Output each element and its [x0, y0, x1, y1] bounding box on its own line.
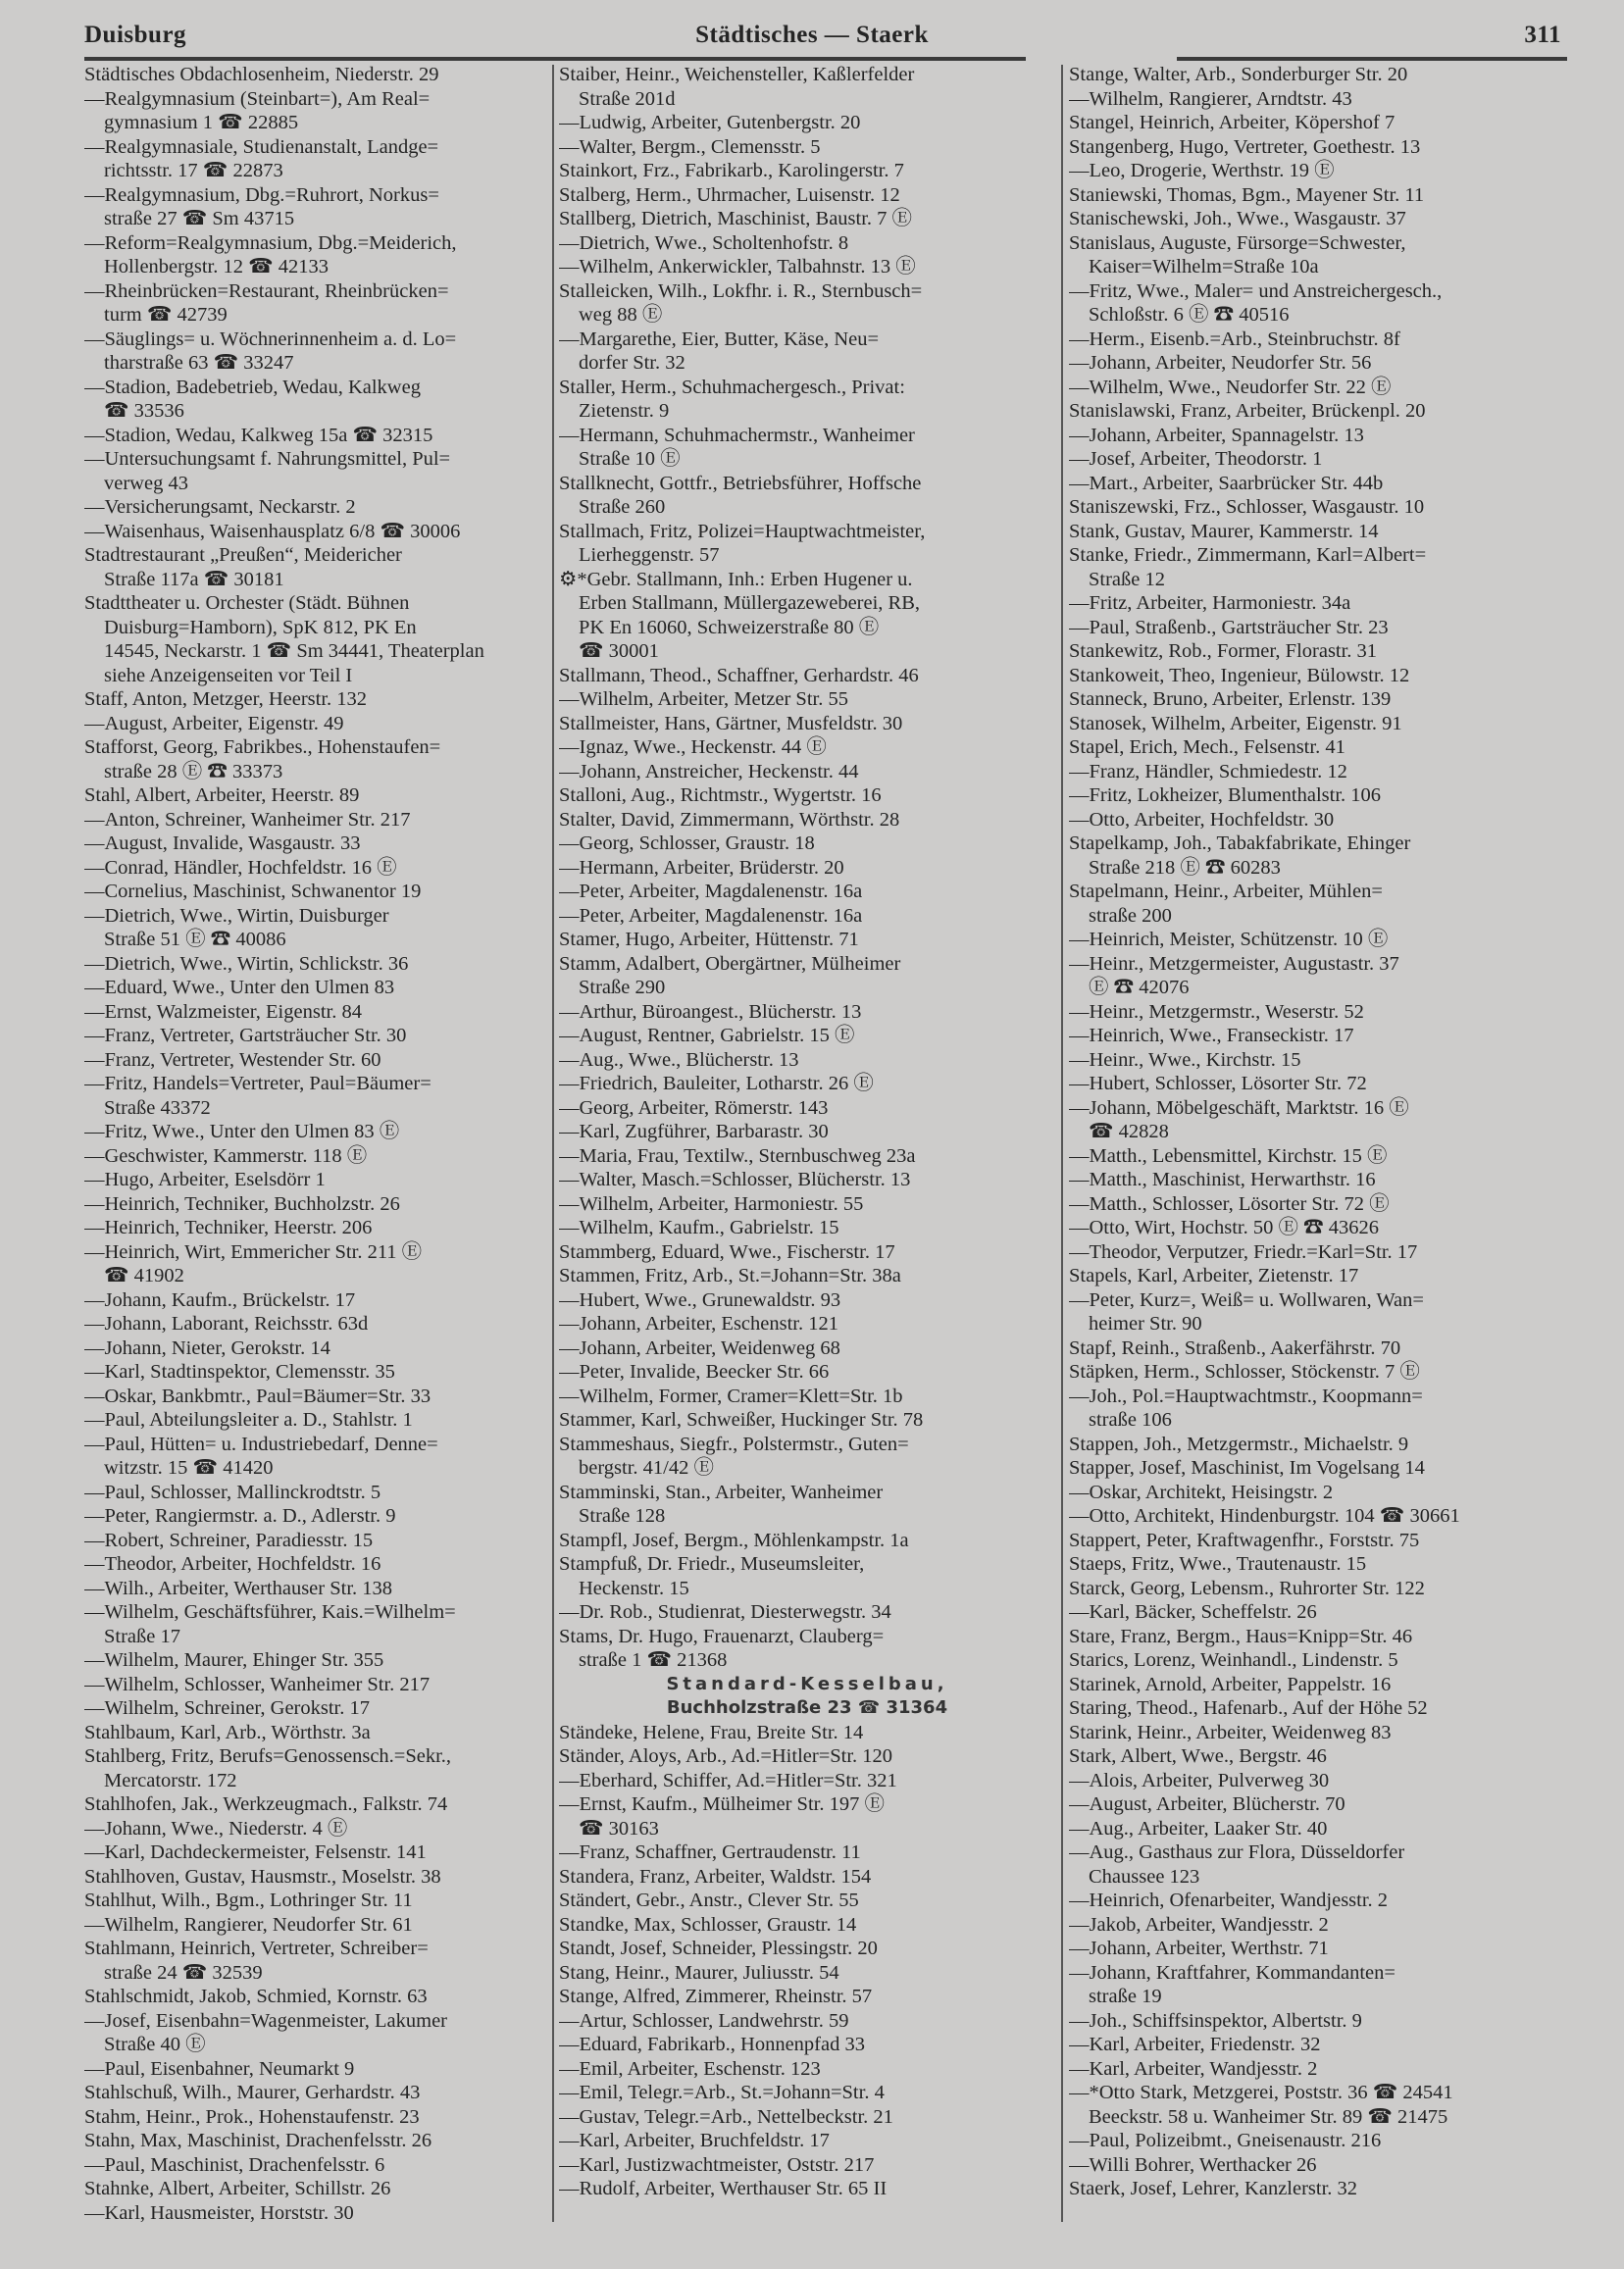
directory-entry: —Ernst, Kaufm., Mülheimer Str. 197 Ⓔ — [559, 1793, 885, 1815]
entry-continuation: Duisburg=Hamborn), SpK 812, PK En — [104, 616, 417, 638]
entry-continuation: dorfer Str. 32 — [579, 352, 685, 374]
entry-continuation: straße 1 ☎ 21368 — [579, 1649, 728, 1671]
entry-continuation: ☎ 30001 — [579, 640, 659, 662]
running-head-city: Duisburg — [84, 22, 187, 48]
entry-continuation: Straße 290 — [579, 977, 666, 998]
directory-column-3 — [1069, 63, 1567, 2201]
directory-entry: —Margarethe, Eier, Butter, Käse, Neu= — [559, 328, 880, 350]
directory-entry: Staerk, Josef, Lehrer, Kanzlerstr. 32 — [1069, 2178, 1358, 2199]
directory-entry: Stahlhofen, Jak., Werkzeugmach., Falkstr. 74 — [84, 1793, 448, 1815]
directory-entry: Ständeke, Helene, Frau, Breite Str. 14 — [559, 1721, 864, 1743]
directory-entry: Stalleicken, Wilh., Lokfhr. i. R., Sternbusch= — [559, 279, 923, 302]
directory-entry: Stalloni, Aug., Richtmstr., Wygertstr. 16 — [559, 784, 882, 806]
directory-entry: Stanneck, Bruno, Arbeiter, Erlenstr. 139 — [1069, 688, 1392, 710]
entry-continuation: Mercatorstr. 172 — [104, 1769, 237, 1791]
directory-entry: —Wilhelm, Rangierer, Neudorfer Str. 61 — [84, 1913, 413, 1936]
directory-entry: —Emil, Telegr.=Arb., St.=Johann=Str. 4 — [559, 2082, 885, 2103]
directory-entry: —Wilhelm, Former, Cramer=Klett=Str. 1b — [559, 1385, 903, 1407]
directory-entry: —Heinrich, Wwe., Franseckistr. 17 — [1069, 1025, 1354, 1046]
directory-entry: Stank, Gustav, Maurer, Kammerstr. 14 — [1069, 520, 1379, 542]
directory-entry: —Ludwig, Arbeiter, Gutenbergstr. 20 — [559, 112, 861, 133]
directory-entry: —*Otto Stark, Metzgerei, Poststr. 36 ☎ 24541 — [1069, 2082, 1453, 2103]
directory-entry: —Hermann, Arbeiter, Brüderstr. 20 — [559, 856, 844, 879]
directory-entry: Stanislawski, Franz, Arbeiter, Brückenpl. 20 — [1069, 400, 1426, 422]
directory-entry: Stahlhut, Wilh., Bgm., Lothringer Str. 11 — [84, 1890, 413, 1911]
directory-entry: —Paul, Hütten= u. Industriebedarf, Denne= — [84, 1433, 438, 1455]
directory-entry: Stallknecht, Gottfr., Betriebsführer, Hoffsche — [559, 472, 922, 494]
directory-entry: ⚙*Gebr. Stallmann, Inh.: Erben Hugener u. — [559, 568, 913, 590]
directory-entry: Stahm, Heinr., Prok., Hohenstaufenstr. 23 — [84, 2105, 420, 2128]
directory-entry: —Hubert, Wwe., Grunewaldstr. 93 — [559, 1288, 841, 1311]
directory-entry: —Peter, Arbeiter, Magdalenenstr. 16a — [559, 904, 863, 927]
directory-entry: —Wilhelm, Kaufm., Gabrielstr. 15 — [559, 1217, 839, 1238]
directory-entry: Stamer, Hugo, Arbeiter, Hüttenstr. 71 — [559, 929, 859, 950]
directory-entry: Stahlbaum, Karl, Arb., Wörthstr. 3a — [84, 1721, 371, 1743]
directory-entry: —Karl, Dachdeckermeister, Felsenstr. 141 — [84, 1841, 427, 1863]
directory-entry: —Untersuchungsamt f. Nahrungsmittel, Pul= — [84, 448, 451, 470]
entry-continuation: Straße 10 Ⓔ — [579, 448, 681, 470]
entry-continuation: straße 200 — [1089, 904, 1172, 927]
directory-entry: —Eduard, Wwe., Unter den Ulmen 83 — [84, 977, 395, 998]
directory-entry: Stadtrestaurant „Preußen“, Meidericher — [84, 544, 402, 566]
directory-entry: —Walter, Bergm., Clemensstr. 5 — [559, 135, 821, 158]
directory-entry: Stadttheater u. Orchester (Städt. Bühnen — [84, 592, 410, 614]
directory-entry: —Franz, Vertreter, Westender Str. 60 — [84, 1048, 381, 1071]
entry-continuation: Beeckstr. 58 u. Wanheimer Str. 89 ☎ 21475 — [1089, 2105, 1448, 2128]
directory-entry: —Fritz, Lokheizer, Blumenthalstr. 106 — [1069, 784, 1382, 806]
directory-entry: Stamminski, Stan., Arbeiter, Wanheimer — [559, 1481, 884, 1503]
directory-entry: —Paul, Straßenb., Gartsträucher Str. 23 — [1069, 616, 1389, 638]
entry-continuation: straße 27 ☎ Sm 43715 — [104, 208, 295, 229]
directory-entry: —Johann, Arbeiter, Weidenweg 68 — [559, 1336, 840, 1359]
directory-entry: —Ernst, Walzmeister, Eigenstr. 84 — [84, 1000, 362, 1023]
entry-continuation: witzstr. 15 ☎ 41420 — [104, 1457, 274, 1479]
directory-entry: Stangel, Heinrich, Arbeiter, Köpershof 7 — [1069, 112, 1396, 133]
directory-entry: —Realgymnasium, Dbg.=Ruhrort, Norkus= — [84, 183, 439, 206]
column-divider — [552, 65, 554, 2222]
directory-entry: Stappen, Joh., Metzgermstr., Michaelstr. 9 — [1069, 1433, 1409, 1455]
directory-entry: Stapels, Karl, Arbeiter, Zietenstr. 17 — [1069, 1265, 1359, 1286]
directory-entry: Stams, Dr. Hugo, Frauenarzt, Clauberg= — [559, 1625, 885, 1647]
directory-entry: —Stadion, Wedau, Kalkweg 15a ☎ 32315 — [84, 424, 433, 446]
directory-entry: —Peter, Rangiermstr. a. D., Adlerstr. 9 — [84, 1505, 396, 1527]
directory-entry: —Gustav, Telegr.=Arb., Nettelbeckstr. 21 — [559, 2105, 893, 2128]
directory-entry: —Johann, Möbelgeschäft, Marktstr. 16 Ⓔ — [1069, 1096, 1409, 1119]
directory-entry: —Johann, Laborant, Reichsstr. 63d — [84, 1313, 369, 1335]
directory-entry: Staiber, Heinr., Weichensteller, Kaßlerfelder — [559, 64, 915, 85]
directory-entry: —Maria, Frau, Textilw., Sternbuschweg 23a — [559, 1144, 916, 1167]
directory-entry: —Hermann, Schuhmachermstr., Wanheimer — [559, 424, 915, 446]
directory-entry: Stallberg, Dietrich, Maschinist, Baustr. 7 Ⓔ — [559, 208, 913, 229]
directory-entry: —Karl, Justizwachtmeister, Oststr. 217 — [559, 2153, 875, 2176]
directory-entry: Standt, Josef, Schneider, Plessingstr. 20 — [559, 1938, 878, 1959]
directory-entry: Starink, Heinr., Arbeiter, Weidenweg 83 — [1069, 1721, 1392, 1743]
directory-entry: —Johann, Nieter, Gerokstr. 14 — [84, 1336, 330, 1359]
directory-entry: —Wilhelm, Schlosser, Wanheimer Str. 217 — [84, 1673, 431, 1695]
advertisement-line: Standard-Kesselbau, — [666, 1673, 948, 1694]
directory-entry: —Realgymnasium (Steinbart=), Am Real= — [84, 87, 431, 110]
directory-entry: Stahl, Albert, Arbeiter, Heerstr. 89 — [84, 784, 360, 806]
entry-continuation: Heckenstr. 15 — [579, 1577, 689, 1599]
directory-entry: —August, Rentner, Gabrielstr. 15 Ⓔ — [559, 1025, 855, 1046]
directory-entry: —Theodor, Arbeiter, Hochfeldstr. 16 — [84, 1553, 381, 1575]
directory-entry: Stangenberg, Hugo, Vertreter, Goethestr. 13 — [1069, 135, 1421, 158]
directory-entry: —Artur, Schlosser, Landwehrstr. 59 — [559, 2009, 849, 2032]
directory-entry: Stanislaus, Auguste, Fürsorge=Schwester, — [1069, 231, 1406, 254]
directory-entry: —Theodor, Verputzer, Friedr.=Karl=Str. 17 — [1069, 1240, 1418, 1263]
directory-entry: Stallmeister, Hans, Gärtner, Musfeldstr. 30 — [559, 712, 903, 734]
directory-entry: —Oskar, Bankbmtr., Paul=Bäumer=Str. 33 — [84, 1385, 431, 1407]
directory-entry: —Peter, Arbeiter, Magdalenenstr. 16a — [559, 881, 863, 902]
directory-entry: Stammer, Karl, Schweißer, Huckinger Str. 78 — [559, 1409, 924, 1431]
entry-continuation: verweg 43 — [104, 472, 188, 494]
directory-entry: —Rheinbrücken=Restaurant, Rheinbrücken= — [84, 279, 449, 302]
directory-entry: —Otto, Architekt, Hindenburgstr. 104 ☎ 30661 — [1069, 1505, 1460, 1527]
directory-entry: —Eberhard, Schiffer, Ad.=Hitler=Str. 321 — [559, 1769, 897, 1791]
page-number: 311 — [1524, 22, 1561, 48]
directory-entry: —Johann, Kraftfahrer, Kommandanten= — [1069, 1961, 1396, 1984]
directory-entry: Standke, Max, Schlosser, Graustr. 14 — [559, 1913, 857, 1936]
directory-entry: Stallmann, Theod., Schaffner, Gerhardstr. 46 — [559, 664, 919, 686]
directory-entry: —Wilhelm, Ankerwickler, Talbahnstr. 13 Ⓔ — [559, 256, 916, 277]
directory-entry: —Reform=Realgymnasium, Dbg.=Meiderich, — [84, 231, 457, 254]
entry-continuation: 14545, Neckarstr. 1 ☎ Sm 34441, Theaterplan — [104, 640, 484, 662]
directory-entry: Stainkort, Frz., Fabrikarb., Karolingerstr. 7 — [559, 160, 904, 181]
directory-entry: —Karl, Bäcker, Scheffelstr. 26 — [1069, 1601, 1317, 1623]
directory-entry: —Georg, Schlosser, Graustr. 18 — [559, 832, 815, 854]
directory-entry: —Dietrich, Wwe., Wirtin, Schlickstr. 36 — [84, 952, 409, 975]
directory-entry: Ständert, Gebr., Anstr., Clever Str. 55 — [559, 1890, 859, 1911]
directory-entry: —Johann, Wwe., Niederstr. 4 Ⓔ — [84, 1817, 348, 1840]
directory-entry: —Johann, Arbeiter, Eschenstr. 121 — [559, 1313, 838, 1335]
directory-entry: Stare, Franz, Bergm., Haus=Knipp=Str. 46 — [1069, 1625, 1413, 1647]
entry-continuation: ☎ 41902 — [104, 1265, 184, 1286]
directory-entry: —Versicherungsamt, Neckarstr. 2 — [84, 496, 356, 518]
entry-continuation: ☎ 30163 — [579, 1817, 659, 1840]
directory-entry: Stankewitz, Rob., Former, Florastr. 31 — [1069, 640, 1378, 662]
directory-entry: Staring, Theod., Hafenarb., Auf der Höhe 52 — [1069, 1697, 1428, 1719]
directory-entry: —August, Arbeiter, Blücherstr. 70 — [1069, 1793, 1345, 1815]
entry-continuation: Lierheggenstr. 57 — [579, 544, 720, 566]
directory-entry: —Karl, Arbeiter, Bruchfeldstr. 17 — [559, 2130, 830, 2151]
directory-entry: —Matth., Lebensmittel, Kirchstr. 15 Ⓔ — [1069, 1144, 1388, 1167]
directory-entry: —Josef, Arbeiter, Theodorstr. 1 — [1069, 448, 1323, 470]
directory-entry: Stamm, Adalbert, Obergärtner, Mülheimer — [559, 952, 901, 975]
entry-continuation: siehe Anzeigenseiten vor Teil I — [104, 664, 353, 686]
directory-entry: —Anton, Schreiner, Wanheimer Str. 217 — [84, 808, 411, 831]
directory-entry: Stalberg, Herm., Uhrmacher, Luisenstr. 12 — [559, 183, 900, 206]
directory-entry: Stanosek, Wilhelm, Arbeiter, Eigenstr. 91 — [1069, 712, 1402, 734]
directory-entry: Stark, Albert, Wwe., Bergstr. 46 — [1069, 1745, 1327, 1767]
directory-entry: Stahnke, Albert, Arbeiter, Schillstr. 26 — [84, 2178, 391, 2199]
entry-continuation: straße 28 Ⓔ ☎ 33373 — [104, 760, 283, 782]
directory-entry: —Heinrich, Ofenarbeiter, Wandjesstr. 2 — [1069, 1890, 1389, 1911]
running-head-range: Städtisches — Staerk — [695, 22, 929, 48]
directory-entry: Stäpken, Herm., Schlosser, Stöckenstr. 7 Ⓔ — [1069, 1361, 1420, 1383]
entry-continuation: Schloßstr. 6 Ⓔ ☎ 40516 — [1089, 304, 1290, 326]
entry-continuation: bergstr. 41/42 Ⓔ — [579, 1457, 714, 1479]
directory-entry: —Otto, Arbeiter, Hochfeldstr. 30 — [1069, 808, 1335, 831]
directory-entry: —Rudolf, Arbeiter, Werthauser Str. 65 II — [559, 2178, 888, 2199]
directory-entry: Stang, Heinr., Maurer, Juliusstr. 54 — [559, 1961, 839, 1984]
entry-continuation: Erben Stallmann, Müllergazeweberei, RB, — [579, 592, 921, 614]
directory-entry: Ständer, Aloys, Arb., Ad.=Hitler=Str. 120 — [559, 1745, 893, 1767]
directory-entry: Staniewski, Thomas, Bgm., Mayener Str. 11 — [1069, 183, 1425, 206]
directory-entry: —Realgymnasiale, Studienanstalt, Landge= — [84, 135, 439, 158]
entry-continuation: Ⓔ ☎ 42076 — [1089, 977, 1190, 998]
directory-entry: —Johann, Anstreicher, Heckenstr. 44 — [559, 760, 859, 782]
directory-entry: —Säuglings= u. Wöchnerinnenheim a. d. Lo= — [84, 328, 457, 350]
directory-entry: Stapel, Erich, Mech., Felsenstr. 41 — [1069, 736, 1345, 758]
entry-continuation: Straße 43372 — [104, 1096, 211, 1119]
directory-entry: Starinek, Arnold, Arbeiter, Pappelstr. 16 — [1069, 1673, 1392, 1695]
directory-entry: Stapelkamp, Joh., Tabakfabrikate, Ehinger — [1069, 832, 1411, 854]
entry-continuation: gymnasium 1 ☎ 22885 — [104, 112, 299, 133]
directory-entry: Städtisches Obdachlosenheim, Niederstr. 29 — [84, 64, 439, 85]
directory-entry: Standera, Franz, Arbeiter, Waldstr. 154 — [559, 1865, 872, 1888]
directory-entry: —Hugo, Arbeiter, Eselsdörr 1 — [84, 1169, 326, 1190]
directory-entry: —Karl, Zugführer, Barbarastr. 30 — [559, 1121, 829, 1142]
directory-entry: Stafforst, Georg, Fabrikbes., Hohenstaufen= — [84, 736, 441, 758]
directory-entry: —Geschwister, Kammerstr. 118 Ⓔ — [84, 1144, 368, 1167]
directory-entry: —Johann, Arbeiter, Spannagelstr. 13 — [1069, 424, 1364, 446]
directory-entry: —Walter, Masch.=Schlosser, Blücherstr. 13 — [559, 1169, 911, 1190]
directory-entry: —Herm., Eisenb.=Arb., Steinbruchstr. 8f — [1069, 328, 1400, 350]
directory-entry: Stanischewski, Joh., Wwe., Wasgaustr. 37 — [1069, 208, 1406, 229]
directory-entry: Staff, Anton, Metzger, Heerstr. 132 — [84, 688, 368, 710]
directory-entry: Staller, Herm., Schuhmachergesch., Privat: — [559, 376, 905, 398]
directory-entry: Stampfl, Josef, Bergm., Möhlenkampstr. 1a — [559, 1529, 909, 1551]
entry-continuation: richtsstr. 17 ☎ 22873 — [104, 160, 283, 181]
directory-column-2 — [559, 63, 1055, 2201]
directory-entry: —Hubert, Schlosser, Lösorter Str. 72 — [1069, 1073, 1367, 1094]
directory-entry: —Wilhelm, Wwe., Neudorfer Str. 22 Ⓔ — [1069, 376, 1392, 398]
directory-entry: —Matth., Schlosser, Lösorter Str. 72 Ⓔ — [1069, 1192, 1390, 1215]
header-rule-left — [84, 57, 1026, 61]
directory-entry: Stammen, Fritz, Arb., St.=Johann=Str. 38a — [559, 1265, 901, 1286]
directory-entry: —Emil, Arbeiter, Eschenstr. 123 — [559, 2057, 821, 2080]
directory-entry: Stange, Walter, Arb., Sonderburger Str. 20 — [1069, 64, 1408, 85]
directory-entry: —Wilhelm, Arbeiter, Metzer Str. 55 — [559, 688, 848, 710]
directory-entry: —Heinr., Metzgermstr., Weserstr. 52 — [1069, 1000, 1364, 1023]
directory-entry: Stappert, Peter, Kraftwagenfhr., Forststr. 75 — [1069, 1529, 1420, 1551]
directory-entry: —Fritz, Wwe., Unter den Ulmen 83 Ⓔ — [84, 1121, 400, 1142]
directory-entry: —Fritz, Handels=Vertreter, Paul=Bäumer= — [84, 1073, 431, 1094]
directory-entry: Stanke, Friedr., Zimmermann, Karl=Albert= — [1069, 544, 1427, 566]
directory-entry: —Karl, Arbeiter, Wandjesstr. 2 — [1069, 2057, 1318, 2080]
directory-entry: —Dietrich, Wwe., Wirtin, Duisburger — [84, 904, 389, 927]
entry-continuation: Straße 51 Ⓔ ☎ 40086 — [104, 929, 286, 950]
directory-entry: Stalter, David, Zimmermann, Wörthstr. 28 — [559, 808, 900, 831]
directory-entry: —Heinrich, Techniker, Heerstr. 206 — [84, 1217, 373, 1238]
directory-column-1 — [84, 63, 545, 2225]
entry-continuation: Hollenbergstr. 12 ☎ 42133 — [104, 256, 330, 277]
directory-entry: —Conrad, Händler, Hochfeldstr. 16 Ⓔ — [84, 856, 397, 879]
directory-entry: —Joh., Schiffsinspektor, Albertstr. 9 — [1069, 2009, 1362, 2032]
directory-entry: —August, Arbeiter, Eigenstr. 49 — [84, 712, 344, 734]
directory-entry: Stapelmann, Heinr., Arbeiter, Mühlen= — [1069, 881, 1383, 902]
directory-entry: —Oskar, Architekt, Heisingstr. 2 — [1069, 1481, 1334, 1503]
directory-entry: —Karl, Stadtinspektor, Clemensstr. 35 — [84, 1361, 395, 1383]
directory-entry: —Waisenhaus, Waisenhausplatz 6/8 ☎ 30006 — [84, 520, 461, 542]
directory-entry: —Heinr., Wwe., Kirchstr. 15 — [1069, 1048, 1301, 1071]
entry-continuation: Straße 17 — [104, 1625, 180, 1647]
directory-entry: Stammeshaus, Siegfr., Polstermstr., Guten= — [559, 1433, 909, 1455]
directory-entry: —Heinr., Metzgermeister, Augustastr. 37 — [1069, 952, 1399, 975]
entry-continuation: weg 88 Ⓔ — [579, 304, 663, 326]
entry-continuation: straße 106 — [1089, 1409, 1172, 1431]
directory-entry: Stammberg, Eduard, Wwe., Fischerstr. 17 — [559, 1240, 895, 1263]
directory-entry: Stankoweit, Theo, Ingenieur, Bülowstr. 12 — [1069, 664, 1410, 686]
directory-entry: Stapf, Reinh., Straßenb., Aakerfährstr. 70 — [1069, 1336, 1401, 1359]
directory-entry: Stahn, Max, Maschinist, Drachenfelsstr. 26 — [84, 2130, 432, 2151]
entry-continuation: Zietenstr. 9 — [579, 400, 670, 422]
directory-entry: —Karl, Arbeiter, Friedenstr. 32 — [1069, 2034, 1321, 2055]
column-divider — [1061, 65, 1063, 2222]
entry-continuation: tharstraße 63 ☎ 33247 — [104, 352, 294, 374]
entry-continuation: ☎ 33536 — [104, 400, 184, 422]
header-rule-right — [1177, 57, 1567, 61]
directory-entry: —Aug., Gasthaus zur Flora, Düsseldorfer — [1069, 1841, 1405, 1863]
directory-entry: —Jakob, Arbeiter, Wandjesstr. 2 — [1069, 1913, 1329, 1936]
directory-entry: —Cornelius, Maschinist, Schwanentor 19 — [84, 881, 422, 902]
entry-continuation: Straße 12 — [1089, 568, 1165, 590]
directory-entry: —Joh., Pol.=Hauptwachtmstr., Koopmann= — [1069, 1385, 1423, 1407]
directory-entry: —Peter, Invalide, Beecker Str. 66 — [559, 1361, 830, 1383]
entry-continuation: Kaiser=Wilhelm=Straße 10a — [1089, 256, 1319, 277]
directory-entry: —Franz, Händler, Schmiedestr. 12 — [1069, 760, 1347, 782]
entry-continuation: turm ☎ 42739 — [104, 304, 228, 326]
directory-entry: —Paul, Maschinist, Drachenfelsstr. 6 — [84, 2153, 385, 2176]
directory-entry: —Wilhelm, Geschäftsführer, Kais.=Wilhelm= — [84, 1601, 456, 1623]
directory-entry: —Dr. Rob., Studienrat, Diesterwegstr. 34 — [559, 1601, 891, 1623]
directory-entry: —Wilh., Arbeiter, Werthauser Str. 138 — [84, 1577, 393, 1599]
directory-entry: —Franz, Schaffner, Gertraudenstr. 11 — [559, 1841, 861, 1863]
directory-entry: —Heinrich, Techniker, Buchholzstr. 26 — [84, 1192, 400, 1215]
directory-entry: —Dietrich, Wwe., Scholtenhofstr. 8 — [559, 231, 849, 254]
directory-entry: —Ignaz, Wwe., Heckenstr. 44 Ⓔ — [559, 736, 827, 758]
directory-entry: —Arthur, Büroangest., Blücherstr. 13 — [559, 1000, 862, 1023]
directory-entry: —Paul, Schlosser, Mallinckrodtstr. 5 — [84, 1481, 381, 1503]
entry-continuation: ☎ 42828 — [1089, 1121, 1169, 1142]
advertisement-line: Buchholzstraße 23 ☎ 31364 — [666, 1697, 948, 1718]
directory-entry: Starck, Georg, Lebensm., Ruhrorter Str. 122 — [1069, 1577, 1425, 1599]
directory-entry: —Mart., Arbeiter, Saarbrücker Str. 44b — [1069, 472, 1384, 494]
directory-entry: —August, Invalide, Wasgaustr. 33 — [84, 832, 361, 854]
directory-entry: Staniszewski, Frz., Schlosser, Wasgaustr. 10 — [1069, 496, 1425, 518]
entry-continuation: heimer Str. 90 — [1089, 1313, 1202, 1335]
directory-entry: —Eduard, Fabrikarb., Honnenpfad 33 — [559, 2034, 865, 2055]
directory-entry: —Alois, Arbeiter, Pulverweg 30 — [1069, 1769, 1330, 1791]
directory-entry: —Fritz, Wwe., Maler= und Anstreichergesch., — [1069, 279, 1443, 302]
directory-entry: —Friedrich, Bauleiter, Lotharstr. 26 Ⓔ — [559, 1073, 874, 1094]
directory-entry: Stahlschmidt, Jakob, Schmied, Kornstr. 63 — [84, 1986, 428, 2007]
directory-entry: —Matth., Maschinist, Herwarthstr. 16 — [1069, 1169, 1376, 1190]
directory-entry: —Karl, Hausmeister, Horststr. 30 — [84, 2201, 354, 2224]
directory-entry: —Wilhelm, Maurer, Ehinger Str. 355 — [84, 1649, 384, 1671]
directory-entry: —Johann, Arbeiter, Werthstr. 71 — [1069, 1938, 1329, 1959]
directory-entry: —Paul, Eisenbahner, Neumarkt 9 — [84, 2057, 355, 2080]
directory-entry: —Leo, Drogerie, Werthstr. 19 Ⓔ — [1069, 160, 1335, 181]
entry-continuation: Straße 128 — [579, 1505, 666, 1527]
directory-entry: —Willi Bohrer, Werthacker 26 — [1069, 2153, 1317, 2176]
directory-entry: —Stadion, Badebetrieb, Wedau, Kalkweg — [84, 376, 421, 398]
entry-continuation: Chaussee 123 — [1089, 1865, 1200, 1888]
entry-continuation: Straße 117a ☎ 30181 — [104, 568, 284, 590]
entry-continuation: PK En 16060, Schweizerstraße 80 Ⓔ — [579, 616, 880, 638]
directory-entry: —Franz, Vertreter, Gartsträucher Str. 30 — [84, 1025, 407, 1046]
directory-entry: Stapper, Josef, Maschinist, Im Vogelsang 14 — [1069, 1457, 1425, 1479]
directory-entry: —Wilhelm, Schreiner, Gerokstr. 17 — [84, 1697, 370, 1719]
directory-entry: Staeps, Fritz, Wwe., Trautenaustr. 15 — [1069, 1553, 1367, 1575]
entry-continuation: Straße 201d — [579, 87, 676, 110]
directory-entry: —Wilhelm, Rangierer, Arndtstr. 43 — [1069, 87, 1352, 110]
entry-continuation: Straße 40 Ⓔ — [104, 2034, 206, 2055]
directory-entry: —Georg, Arbeiter, Römerstr. 143 — [559, 1096, 829, 1119]
entry-continuation: Straße 260 — [579, 496, 666, 518]
directory-entry: Stampfuß, Dr. Friedr., Museumsleiter, — [559, 1553, 865, 1575]
entry-continuation: Straße 218 Ⓔ ☎ 60283 — [1089, 856, 1281, 879]
directory-entry: —Paul, Abteilungsleiter a. D., Stahlstr. 1 — [84, 1409, 413, 1431]
directory-entry: —Robert, Schreiner, Paradiesstr. 15 — [84, 1529, 374, 1551]
directory-entry: —Aug., Arbeiter, Laaker Str. 40 — [1069, 1817, 1328, 1840]
directory-entry: Stahlmann, Heinrich, Vertreter, Schreiber= — [84, 1938, 429, 1959]
entry-continuation: straße 19 — [1089, 1986, 1162, 2007]
directory-entry: Stange, Alfred, Zimmerer, Rheinstr. 57 — [559, 1986, 873, 2007]
directory-entry: Stahlschuß, Wilh., Maurer, Gerhardstr. 43 — [84, 2082, 421, 2103]
directory-entry: Stahlhoven, Gustav, Hausmstr., Moselstr. 38 — [84, 1865, 441, 1888]
directory-entry: —Fritz, Arbeiter, Harmoniestr. 34a — [1069, 592, 1351, 614]
entry-continuation: straße 24 ☎ 32539 — [104, 1961, 263, 1984]
directory-entry: Stahlberg, Fritz, Berufs=Genossensch.=Sekr., — [84, 1745, 452, 1767]
directory-entry: —Heinrich, Wirt, Emmericher Str. 211 Ⓔ — [84, 1240, 423, 1263]
directory-entry: —Paul, Polizeibmt., Gneisenaustr. 216 — [1069, 2130, 1382, 2151]
directory-entry: —Peter, Kurz=, Weiß= u. Wollwaren, Wan= — [1069, 1288, 1424, 1311]
directory-entry: —Heinrich, Meister, Schützenstr. 10 Ⓔ — [1069, 929, 1389, 950]
directory-entry: —Wilhelm, Arbeiter, Harmoniestr. 55 — [559, 1192, 864, 1215]
directory-entry: —Josef, Eisenbahn=Wagenmeister, Lakumer — [84, 2009, 448, 2032]
directory-entry: —Johann, Arbeiter, Neudorfer Str. 56 — [1069, 352, 1372, 374]
directory-entry: —Johann, Kaufm., Brückelstr. 17 — [84, 1288, 356, 1311]
directory-entry: —Aug., Wwe., Blücherstr. 13 — [559, 1048, 799, 1071]
directory-entry: —Otto, Wirt, Hochstr. 50 Ⓔ ☎ 43626 — [1069, 1217, 1379, 1238]
directory-entry: Starics, Lorenz, Weinhandl., Lindenstr. 5 — [1069, 1649, 1398, 1671]
directory-entry: Stallmach, Fritz, Polizei=Hauptwachtmeister, — [559, 520, 926, 542]
